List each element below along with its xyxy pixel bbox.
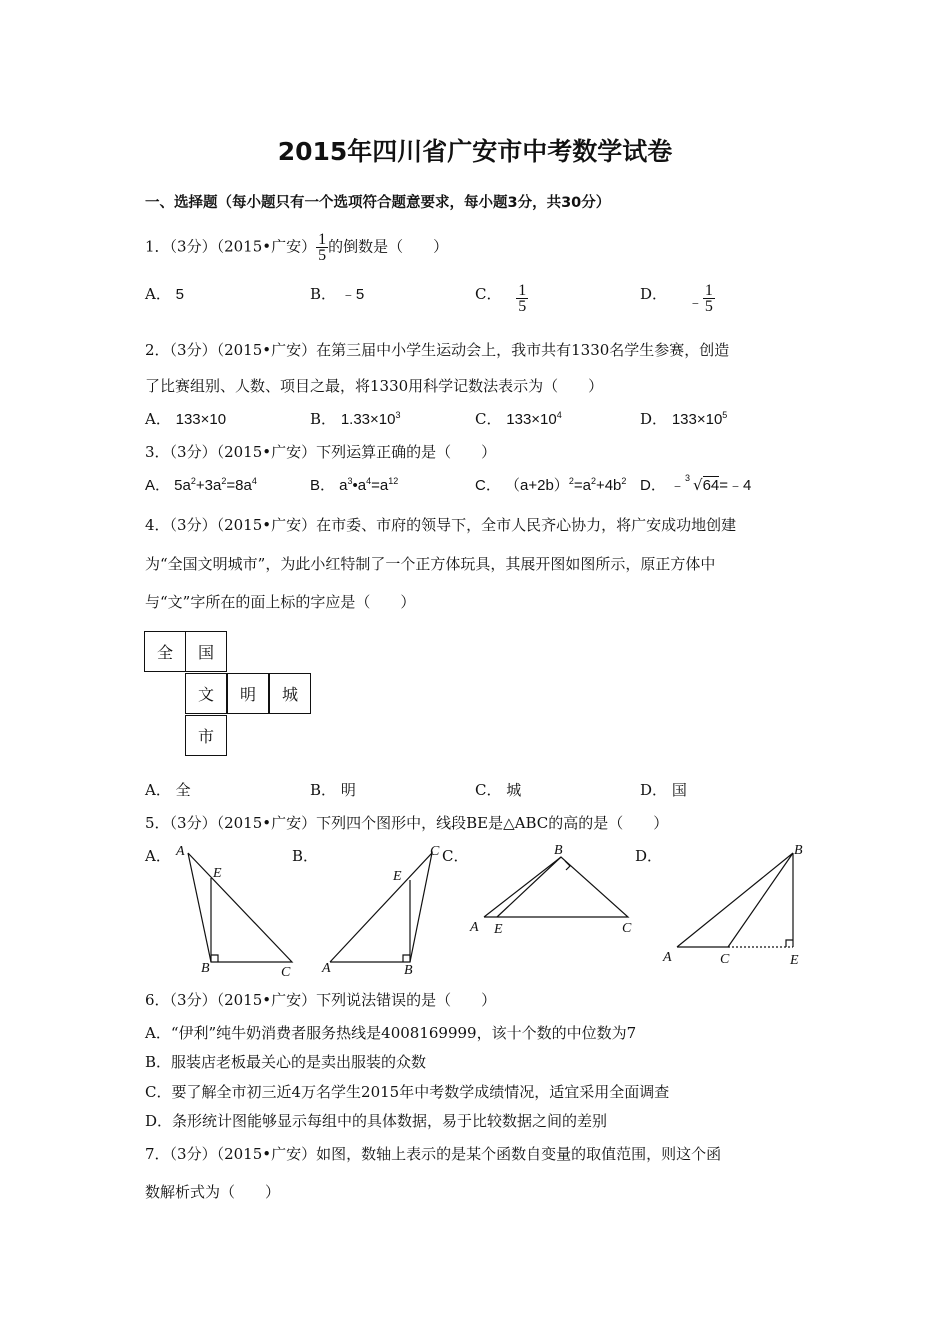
q2-line-2: 了比赛组别、人数、项目之最，将1330用科学记数法表示为（ ） — [145, 377, 604, 395]
option-label: B． — [310, 410, 337, 428]
exponent: 3 — [395, 410, 401, 420]
section-heading: 一、选择题（每小题只有一个选项符合题意要求，每小题3分，共30分） — [145, 195, 611, 211]
q3-option-a: A． $5a^2+3a^2=8a^4$ — [145, 476, 257, 494]
option-label: A． — [145, 410, 171, 428]
frac-num: 1 — [704, 282, 713, 299]
option-value: 全 — [175, 781, 191, 799]
q7-line-2: 数解析式为（ ） — [145, 1183, 281, 1201]
q4-line-1: 4．（3分）（2015•广安）在市委、市府的领导下，全市人民齐心协力，将广安成功地创建 — [145, 516, 737, 534]
label-a: A — [322, 961, 331, 976]
label-c: C — [622, 921, 632, 936]
option-value: 国 — [671, 781, 687, 799]
figure-d — [677, 853, 793, 947]
label-e: E — [393, 869, 402, 884]
net-face-cheng: 城 — [269, 673, 311, 714]
q5-label-a: A． — [145, 847, 171, 865]
q5-label-d: D． — [635, 847, 663, 865]
figure-c — [484, 857, 628, 917]
net-face-wen: 文 — [185, 673, 227, 714]
minus-sign: ﹣ — [687, 294, 703, 311]
option-label: C． — [475, 285, 502, 303]
exponent: 5 — [722, 410, 728, 420]
option-value: 133×10 — [671, 411, 723, 428]
option-label: A． — [145, 477, 171, 494]
q3-option-c: C． $(a+2b)^2=a^2+4b^2$ — [475, 476, 627, 494]
q3-stem: 3．（3分）（2015•广安）下列运算正确的是（ ） — [145, 443, 497, 461]
q3-option-b: B． $a^3•a^4=a^{12}$ — [310, 476, 399, 494]
option-value: 5 — [175, 286, 184, 303]
q5-stem: 5．（3分）（2015•广安）下列四个图形中，线段BE是△ABC的高的是（ ） — [145, 814, 669, 832]
label-e: E — [213, 866, 222, 881]
minus-sign: ﹣ — [670, 477, 686, 494]
q1-frac-den: 5 — [318, 247, 327, 264]
q4-line-2: 为“全国文明城市”，为此小红特制了一个正方体玩具，其展开图如图所示，原正方体中 — [145, 555, 716, 573]
q5-label-b: B． — [292, 847, 319, 865]
option-label: D． — [640, 410, 668, 428]
label-b: B — [794, 843, 803, 858]
option-label: C． — [475, 477, 501, 494]
q1-suffix: 的倒数是（ ） — [328, 237, 449, 256]
q5-label-c: C． — [442, 847, 469, 865]
option-value: 133×10 — [506, 411, 557, 428]
q1-frac-num: 1 — [318, 231, 327, 248]
figure-a — [188, 853, 292, 962]
option-label: B． — [310, 477, 336, 494]
option-label: D． — [640, 285, 668, 303]
q6-option-c: C．要了解全市初三近4万名学生2015年中考数学成绩情况，适宜采用全面调查 — [145, 1083, 670, 1101]
figure-b — [330, 853, 432, 962]
label-b: B — [404, 963, 413, 978]
option-label: D． — [640, 781, 668, 799]
exponent: 4 — [556, 410, 562, 420]
option-label: D． — [640, 477, 666, 494]
radicand: 64 — [702, 477, 720, 494]
option-value: 城 — [506, 781, 522, 799]
label-b: B — [201, 961, 210, 976]
option-label: C． — [475, 410, 502, 428]
option-label: B． — [310, 285, 337, 303]
option-value: 1.33×10 — [340, 411, 396, 428]
option-label: A． — [145, 285, 171, 303]
net-face-shi: 市 — [185, 715, 227, 756]
q6-option-b: B．服装店老板最关心的是卖出服装的众数 — [145, 1053, 427, 1071]
net-face-guo: 国 — [185, 631, 227, 672]
net-face-ming: 明 — [227, 673, 269, 714]
q6-stem: 6．（3分）（2015•广安）下列说法错误的是（ ） — [145, 991, 497, 1009]
option-label: A． — [145, 781, 171, 799]
q4-line-3: 与“文”字所在的面上标的字应是（ ） — [145, 593, 416, 611]
option-label: B． — [310, 781, 337, 799]
label-a: A — [470, 920, 479, 935]
option-value: 明 — [340, 781, 356, 799]
page-title: 2015年四川省广安市中考数学试卷 — [277, 137, 673, 166]
label-a: A — [663, 950, 672, 965]
label-c: C — [720, 952, 730, 967]
option-value: =﹣4 — [719, 477, 752, 494]
label-e: E — [790, 953, 799, 968]
label-b: B — [554, 843, 563, 858]
frac-den: 5 — [518, 298, 527, 315]
frac-num: 1 — [518, 282, 527, 299]
q6-option-a: A．“伊利”纯牛奶消费者服务热线是4008169999，该十个数的中位数为7 — [145, 1024, 637, 1042]
cube-root: 3 √64 — [685, 473, 720, 494]
q7-line-1: 7．（3分）（2015•广安）如图，数轴上表示的是某个函数自变量的取值范围，则这个函 — [145, 1145, 722, 1163]
q1-prefix: 1．（3分）（2015•广安） — [145, 237, 317, 256]
frac-den: 5 — [704, 298, 713, 315]
label-a: A — [176, 844, 185, 859]
label-c: C — [281, 965, 291, 980]
option-value: ﹣5 — [340, 286, 365, 303]
q6-option-d: D．条形统计图能够显示每组中的具体数据，易于比较数据之间的差别 — [145, 1112, 608, 1130]
option-label: C． — [475, 781, 502, 799]
label-e: E — [494, 922, 503, 937]
radical-sign-icon: √ — [693, 476, 703, 494]
option-value: 133×10 — [175, 411, 227, 428]
label-c: C — [430, 844, 440, 859]
net-face-quan: 全 — [144, 631, 186, 672]
q2-line-1: 2．（3分）（2015•广安）在第三届中小学生运动会上，我市共有1330名学生参赛，创造 — [145, 341, 730, 359]
